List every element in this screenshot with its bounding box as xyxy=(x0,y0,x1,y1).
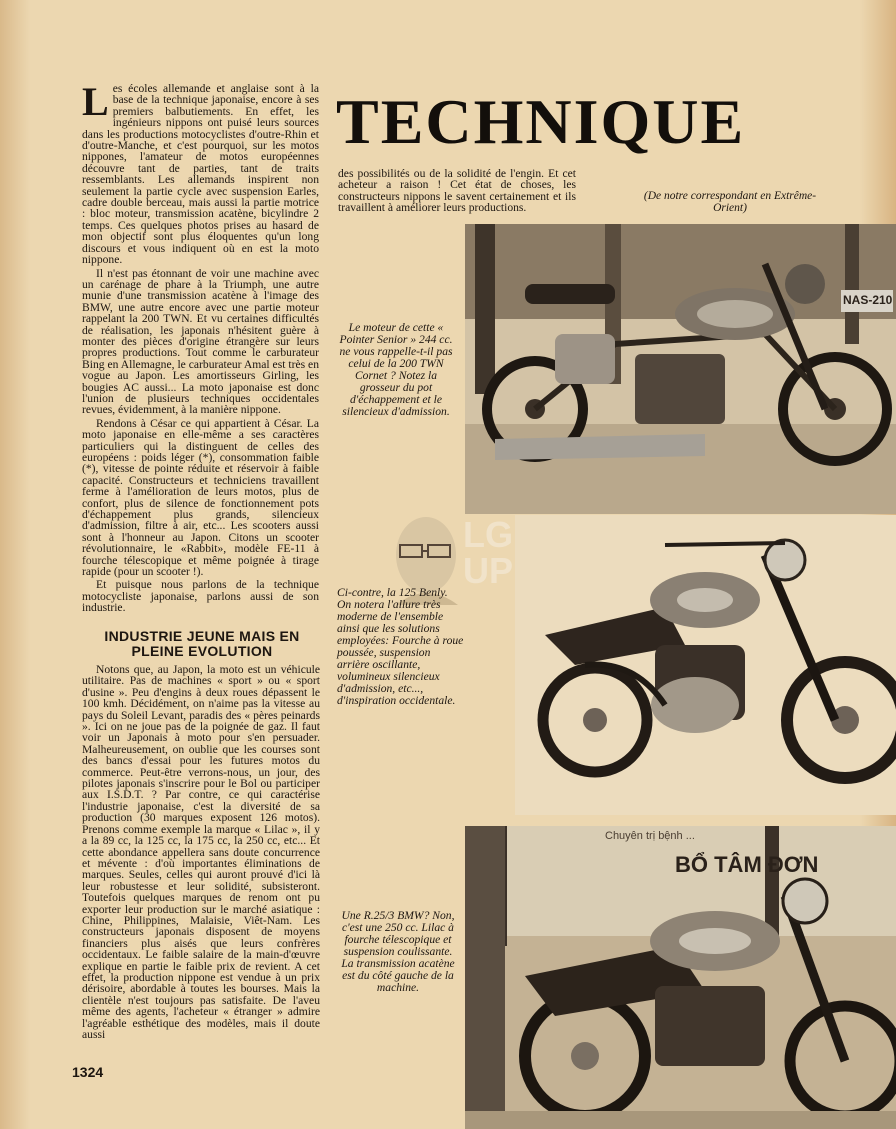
shop-sign-small: Chuyên trị bệnh ... xyxy=(605,830,695,842)
caption-lilac: Une R.25/3 BMW? Non, c'est une 250 cc. Lilac à fourche télescopique et suspension coulissante. La transmission acatène est du côté gauche de la machine. xyxy=(341,909,455,994)
paragraph-1-text: es écoles allemande et anglaise sont à la base de la technique japonaise, encore à ses premiers balbutiements. En effet, les ingénieurs nippons ont puisé leurs sources dans les productions motocyclistes d'outre-Rhin et d'outre-Manche, et c'est pourquoi, sur les motos nippones, l'amateur de motos européennes découvre tant de parties, tant de traits ressemblants. Les allemands inspirent non seulement la partie cycle avec suspension Earles, cadre double berceau, mais aussi la partie motrice : bloc moteur, transmission acatène, bicylindre 2 temps. Ces quelques photos prises au hasard de mon objectif sont plus éloquentes qu'un long discours et vous indiquent où en est la moto nippone. xyxy=(82,82,319,267)
benly-motorcycle-image xyxy=(515,515,896,815)
watermark-logo: LG UP xyxy=(462,514,513,591)
caption-pointer-senior: Le moteur de cette « Pointer Senior » 244 cc. ne vous rappelle-t-il pas celui de la 200 TWN Cornet ? Notez la grosseur du pot d'échappement et le silencieux d'admission. xyxy=(339,321,453,418)
pointer-senior-motorcycle-image xyxy=(465,224,896,514)
column-2 xyxy=(338,168,576,216)
dropcap: L xyxy=(82,79,109,124)
paragraph-2: Il n'est pas étonnant de voir une machine avec un carénage de phare à la Triumph, une autre munie d'une transmission acatène à l'image des BMW, une autre encore avec une partie moteur rappelant la 200 TWN. Et vu certaines difficultés de réalisation, les japonais n'hésitent guère à monter des pièces d'origine étrangère sur leurs propres productions. Tout comme le carburateur Bing en Allemagne, le carburateur Amal est très en vogue au Japon. Les amortisseurs Girling, les bougies AC aussi... La moto japonaise est donc l'union de plusieurs techniques occidentales revues, évidemment, à la manière nippone. xyxy=(82,266,319,417)
license-plate: NAS-210 xyxy=(843,293,893,307)
paragraph-continued: des possibilités ou de la solidité de l'engin. Et cet acheteur a raison ! Cet état de choses, les constructeurs nippons le savent certainement et ils travaillent à améliorer leurs productions. xyxy=(338,167,576,215)
section-subhead: INDUSTRIE JEUNE MAIS EN PLEINE EVOLUTION xyxy=(104,628,300,659)
paragraph-1 xyxy=(82,79,319,267)
photo-benly xyxy=(515,515,896,815)
byline: (De notre correspondant en Extrême-Orient) xyxy=(643,190,817,214)
column-1-lower xyxy=(82,664,320,1042)
photo-pointer-senior xyxy=(465,224,896,514)
column-1 xyxy=(82,79,319,616)
page-number: 1324 xyxy=(72,1064,104,1080)
paragraph-5: Notons que, au Japon, la moto est un véhicule utilitaire. Pas de machines « sport » ou « sport d'usine ». Peu d'engins à deux roues dépassent le 100 kmh. Décidément, on n'aime pas la vitesse au pays du Soleil Levant, paradis des « pères peinards ». Ici on ne joue pas de la poignée de gaz. Il faut voir un Japonais à moto pour s'en persuader. Malheureusement, on oublie que les courses sont des bancs d'essai pour les futures motos du commerce. Peut-être verrons-nous, un jour, des pilotes japonais s'inscrire pour le Bol ou participer aux I.S.D.T. ? Par contre, ce qui caractérise l'industrie japonaise, c'est la diversité de sa production (30 marques exposent 126 motos). Prenons comme exemple la marque « Lilac », il y a la 89 cc, la 125 cc, la 175 cc, la 250 cc, etc... Et cette abondance appellera sans doute concurrence et mévente : d'où importantes éliminations de marques. Seules, celles qui auront prouvé d'ici là leur robustesse et leur solidité, subsisteront. Toutefois quelques marques de renom ont pu exporter leur production sur le marché asiatique : Chine, Philippines, Malaisie, Viêt-Nam. Les constructeurs japonais disposent de moyens financiers plus aisés que leurs confrères occidentaux. Le faible salaire de la main-d'œuvre explique en partie le faible prix de revient. A cet effet, la production nippone est vendue à un prix dérisoire, abordable à toutes les bourses. Mais la clientèle n'est toujours pas satisfaite. De l'aveu même des agents, l'acheteur « étranger » admire l'agréable esthétique des modèles, mais il doute aussi xyxy=(82,663,320,1041)
shop-sign: BỔ TÂM ĐƠN xyxy=(675,852,819,877)
paragraph-3: Rendons à César ce qui appartient à César. La moto japonaise en elle-même a ses caractères particuliers qui la distinguent de celles des européens : poids léger (*), consommation faible (*), vitesse de pointe réduite et réservoir à faible capacité. Constructeurs et techniciens travaillent ferme à l'amélioration de leurs motos, plus de confort, plus de silence de fonctionnement pots d'échappement plus grands, silencieux d'admission, filtre à air, etc... Les scooters aussi sont à l'honneur au Japon. Citons un scooter révolutionnaire, le «Rabbit», modèle FE-11 à fourche télescopique et même poignée à tirage rapide (pour un scooter !). xyxy=(82,416,319,579)
paragraph-4: Et puisque nous parlons de la technique motocycliste japonaise, parlons aussi de son industrie. xyxy=(82,578,319,615)
article-title: TECHNIQUE xyxy=(336,86,746,157)
caption-benly: Ci-contre, la 125 Benly. On notera l'allure très moderne de l'ensemble ainsi que les solutions employées: Fourche à roue poussée, suspension arrière oscillante, volumineux silencieux d'admission, etc..., d'inspiration occidentale. xyxy=(337,586,464,707)
photo-lilac xyxy=(465,826,896,1129)
